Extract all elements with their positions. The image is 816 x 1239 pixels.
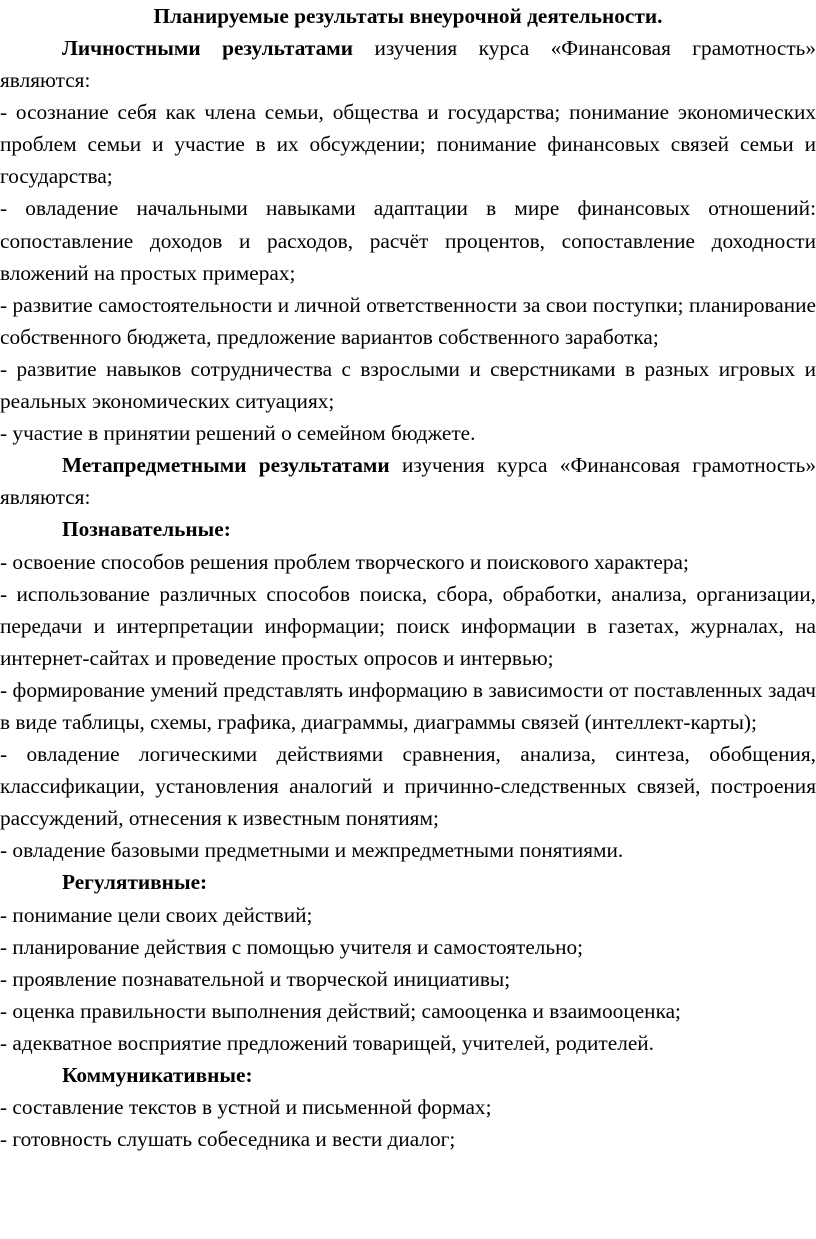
cognitive-item: - овладение логическими действиями сравнения, анализа, синтеза, обобщения, классификации, установления аналогий и причинно-следственных связей, построения рассуждений, отнесения к известным понятиям; — [0, 742, 816, 831]
regulatory-heading: Регулятивные: — [62, 870, 208, 895]
meta-results-intro — [0, 449, 816, 513]
cognitive-item: - освоение способов решения проблем творческого и поискового характера; — [0, 549, 689, 574]
personal-item: - осознание себя как члена семьи, общества и государства; понимание экономических проблем семьи и участие в их обсуждении; понимание финансовых связей семьи и государства; — [0, 100, 816, 189]
cognitive-item: - формирование умений представлять информацию в зависимости от поставленных задач в виде таблицы, схемы, графика, диаграммы, диаграммы связей (интеллект-карты); — [0, 677, 816, 734]
regulatory-item: - понимание цели своих действий; — [0, 902, 313, 927]
meta-results-intro-text: изучения курса «Финансовая грамотность» являются: — [0, 453, 816, 510]
document-title: Планируемые результаты внеурочной деятельности. — [153, 4, 663, 28]
personal-item: - развитие самостоятельности и личной ответственности за свои поступки; планирование собственного бюджета, предложение вариантов собственного заработка; — [0, 292, 816, 349]
regulatory-item: - проявление познавательной и творческой инициативы; — [0, 966, 511, 991]
personal-results-label: Личностными результатами — [62, 36, 353, 60]
personal-results-intro — [0, 32, 816, 96]
communicative-item: - составление текстов в устной и письменной формах; — [0, 1095, 492, 1120]
personal-item: - участие в принятии решений о семейном бюджете. — [0, 421, 476, 446]
communicative-item: - готовность слушать собеседника и вести диалог; — [0, 1127, 456, 1152]
communicative-heading: Коммуникативные: — [62, 1063, 253, 1087]
regulatory-item: - планирование действия с помощью учителя и самостоятельно; — [0, 934, 584, 959]
cognitive-heading: Познавательные: — [62, 517, 231, 542]
regulatory-item: - адекватное восприятие предложений товарищей, учителей, родителей. — [0, 1030, 654, 1055]
personal-item: - развитие навыков сотрудничества с взрослыми и сверстниками в разных игровых и реальных экономических ситуациях; — [0, 356, 816, 414]
meta-results-label: Метапредметными результатами — [62, 453, 390, 478]
regulatory-item: - оценка правильности выполнения действий; самооценка и взаимооценка; — [0, 998, 681, 1023]
cognitive-item: - овладение базовыми предметными и межпредметными понятиями. — [0, 838, 624, 863]
personal-results-intro-text: изучения курса «Финансовая грамотность» являются: — [0, 36, 816, 93]
cognitive-item: - использование различных способов поиска, сбора, обработки, анализа, организации, передачи и интерпретации информации; поиск информации в газетах, журналах, на интернет-сайтах и проведение простых опросов и интервью; — [0, 581, 816, 670]
personal-item: - овладение начальными навыками адаптации в мире финансовых отношений: сопоставление доходов и расходов, расчёт процентов, сопоставление доходности вложений на простых примерах; — [0, 196, 816, 285]
